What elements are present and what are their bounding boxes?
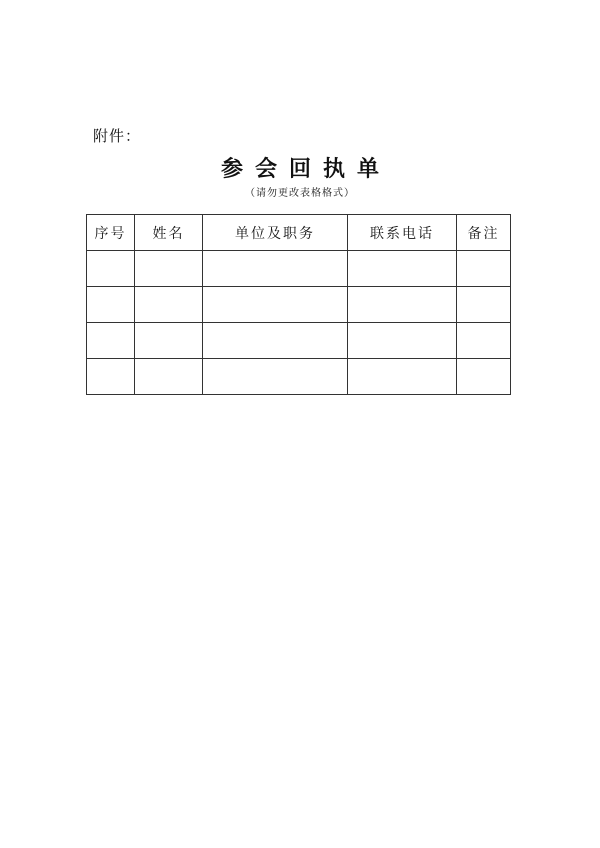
- table-cell[interactable]: [135, 251, 203, 287]
- registration-table: [86, 214, 511, 395]
- table-cell[interactable]: [87, 287, 135, 323]
- table-cell[interactable]: [457, 251, 511, 287]
- table-cell[interactable]: [203, 251, 348, 287]
- table-row: [87, 251, 511, 287]
- table-row: [87, 323, 511, 359]
- table-cell[interactable]: [87, 359, 135, 395]
- table-cell[interactable]: [348, 251, 457, 287]
- table-cell[interactable]: [87, 251, 135, 287]
- page-subtitle: （请勿更改表格格式）: [245, 188, 355, 199]
- header-organization-position: 单位及职务: [203, 215, 348, 251]
- table-cell[interactable]: [87, 323, 135, 359]
- table-cell[interactable]: [457, 359, 511, 395]
- header-name: 姓名: [135, 215, 203, 251]
- table-cell[interactable]: [203, 323, 348, 359]
- table-cell[interactable]: [135, 323, 203, 359]
- table-cell[interactable]: [457, 323, 511, 359]
- table-cell[interactable]: [457, 287, 511, 323]
- table-cell[interactable]: [203, 359, 348, 395]
- table-row: [87, 287, 511, 323]
- header-phone: 联系电话: [348, 215, 457, 251]
- page-title: 参会回执单: [220, 156, 391, 182]
- table-cell[interactable]: [348, 359, 457, 395]
- header-remarks: 备注: [457, 215, 511, 251]
- table-cell[interactable]: [203, 287, 348, 323]
- table-cell[interactable]: [348, 323, 457, 359]
- table-row: [87, 359, 511, 395]
- header-serial-number: 序号: [87, 215, 135, 251]
- attachment-label: 附件：: [93, 127, 142, 145]
- table-cell[interactable]: [135, 359, 203, 395]
- table-cell[interactable]: [348, 287, 457, 323]
- table-cell[interactable]: [135, 287, 203, 323]
- table-header-row: [87, 215, 511, 251]
